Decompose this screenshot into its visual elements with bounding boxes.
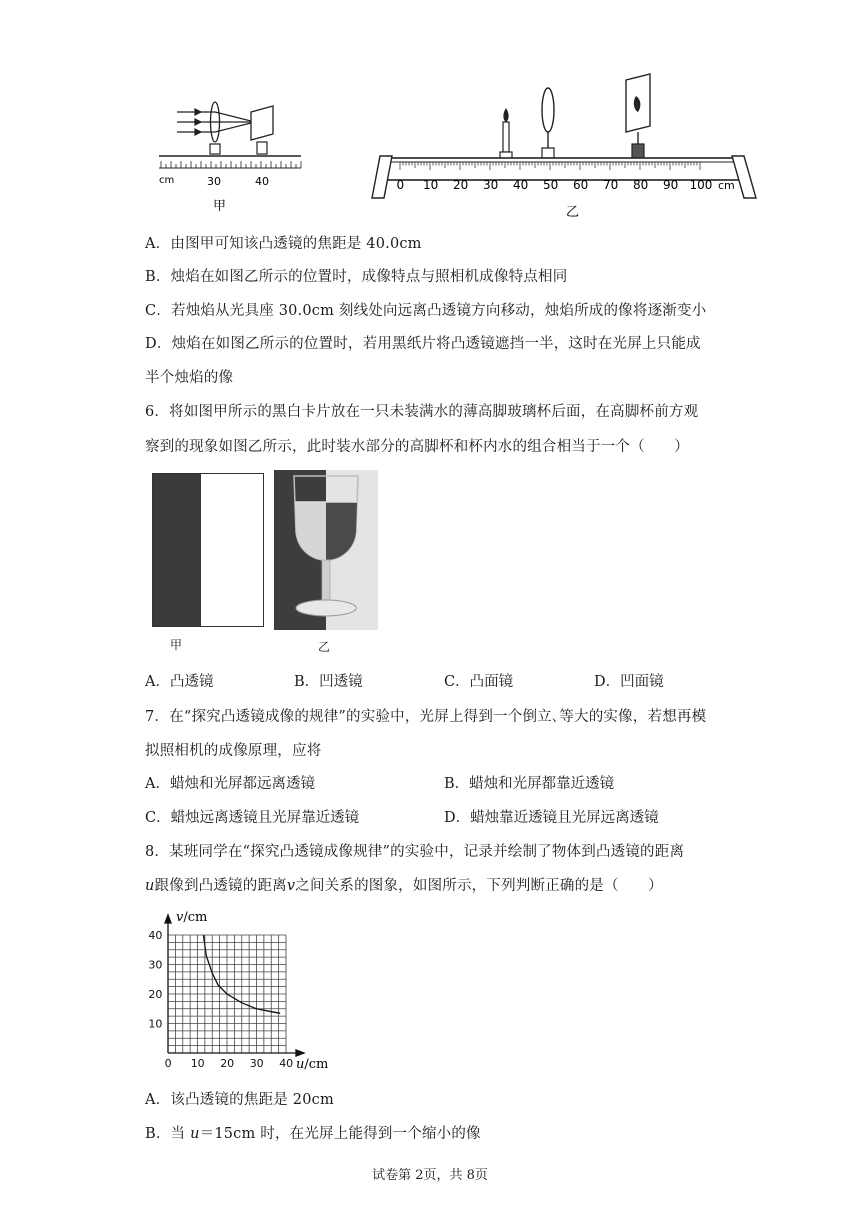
yi-tick-label-90: 90 xyxy=(663,178,679,192)
x-tick-label-10: 10 xyxy=(190,1057,205,1070)
figure-yi xyxy=(370,72,770,222)
yi-tick-label-50: 50 xyxy=(543,178,559,192)
yi-tick-label-20: 20 xyxy=(453,178,469,192)
y-axis-var: v xyxy=(176,910,184,925)
q8-option-b-var: u xyxy=(190,1126,200,1142)
yi-tick-label-60: 60 xyxy=(573,178,589,192)
x-axis-label xyxy=(296,1057,328,1072)
yi-tick-label-30: 30 xyxy=(483,178,499,192)
y-axis-unit: /cm xyxy=(183,910,208,925)
yi-caption: 乙 xyxy=(566,205,580,220)
q6-figure-yi-glass xyxy=(274,470,378,630)
x-axis-var: u xyxy=(296,1057,305,1072)
yi-tick-label-0: 0 xyxy=(396,178,405,192)
q7-stem-line2: 拟照相机的成像原理，应将 xyxy=(145,743,322,759)
q7-stem-line1: 7．在“探究凸透镜成像的规律”的实验中，光屏上得到一个倒立､等大的实像，若想再模 xyxy=(145,709,707,725)
q5-option-d-line1: D．烛焰在如图乙所示的位置时，若用黑纸片将凸透镜遮挡一半，这时在光屏上只能成 xyxy=(145,336,701,352)
q8-stem-mid: 跟像到凸透镜的距离 xyxy=(154,878,287,894)
q6-option-c: C．凸面镜 xyxy=(444,674,514,690)
yi-tick-label-10: 10 xyxy=(423,178,439,192)
q5-option-c: C．若烛焰从光具座 30.0cm 刻线处向远离凸透镜方向移动，烛焰所成的像将逐渐变小 xyxy=(145,303,707,319)
q5-option-d-line2: 半个烛焰的像 xyxy=(145,370,234,386)
x-tick-label-20: 20 xyxy=(220,1057,235,1070)
jia-tick-40: 40 xyxy=(255,175,269,188)
x-tick-label-30: 30 xyxy=(249,1057,264,1070)
yi-tick-label-40: 40 xyxy=(513,178,529,192)
uv-chart xyxy=(140,905,350,1075)
x-tick-label-0: 0 xyxy=(164,1057,172,1070)
x-axis-unit: /cm xyxy=(304,1057,329,1072)
jia-unit: cm xyxy=(159,175,175,186)
q6-caption-jia: 甲 xyxy=(170,638,183,652)
q8-stem-line1: 8．某班同学在“探究凸透镜成像规律”的实验中，记录并绘制了物体到凸透镜的距离 xyxy=(145,844,685,860)
q5-option-a: A．由图甲可知该凸透镜的焦距是 40.0cm xyxy=(145,236,422,252)
q6-stem-line2: 察到的现象如图乙所示，此时装水部分的高脚杯和杯内水的组合相当于一个（ ） xyxy=(145,439,689,455)
var-v: v xyxy=(286,878,296,894)
q6-caption-yi: 乙 xyxy=(318,640,331,654)
q7-option-b: B．蜡烛和光屏都靠近透镜 xyxy=(444,776,615,792)
y-tick-label-20: 20 xyxy=(148,988,163,1001)
q6-stem-line1: 6．将如图甲所示的黑白卡片放在一只未装满水的薄高脚玻璃杯后面，在高脚杯前方观 xyxy=(145,404,699,420)
q8-option-b-post: ＝15cm 时，在光屏上能得到一个缩小的像 xyxy=(199,1126,481,1142)
yi-unit: cm xyxy=(718,179,735,192)
q8-option-b-pre: B．当 xyxy=(145,1126,191,1142)
q8-option-a: A．该凸透镜的焦距是 20cm xyxy=(145,1092,334,1108)
yi-tick-label-70: 70 xyxy=(603,178,619,192)
q6-option-b: B．凹透镜 xyxy=(294,674,363,690)
q6-option-d: D．凹面镜 xyxy=(594,674,664,690)
x-axis-arrow xyxy=(296,1050,304,1056)
q7-option-d: D．蜡烛靠近透镜且光屏远离透镜 xyxy=(444,810,659,826)
card-black-half xyxy=(153,474,201,626)
q8-option-b xyxy=(145,1122,481,1143)
jia-tick-30: 30 xyxy=(207,175,221,188)
q7-option-c: C．蜡烛远离透镜且光屏靠近透镜 xyxy=(145,810,360,826)
q5-option-b: B．烛焰在如图乙所示的位置时，成像特点与照相机成像特点相同 xyxy=(145,269,568,285)
q6-figure-jia-card xyxy=(152,473,264,627)
q8-stem-end: 之间关系的图象，如图所示，下列判断正确的是（ ） xyxy=(295,878,663,894)
y-axis-label xyxy=(176,910,207,925)
yi-tick-label-100: 100 xyxy=(689,178,713,192)
y-tick-label-30: 30 xyxy=(148,958,163,972)
y-tick-label-10: 10 xyxy=(148,1017,163,1031)
var-u: u xyxy=(145,878,155,894)
y-tick-label-40: 40 xyxy=(148,929,163,942)
jia-caption: 甲 xyxy=(213,199,227,214)
yi-tick-label-80: 80 xyxy=(633,178,649,192)
q8-stem-line2 xyxy=(145,874,663,895)
q7-option-a: A．蜡烛和光屏都远离透镜 xyxy=(145,776,315,792)
y-axis-arrow xyxy=(165,915,171,923)
q6-option-a: A．凸透镜 xyxy=(145,674,214,690)
x-tick-label-40: 40 xyxy=(279,1057,294,1070)
figure-jia xyxy=(155,100,305,220)
page-footer: 试卷第 2页，共 8页 xyxy=(372,1168,488,1183)
